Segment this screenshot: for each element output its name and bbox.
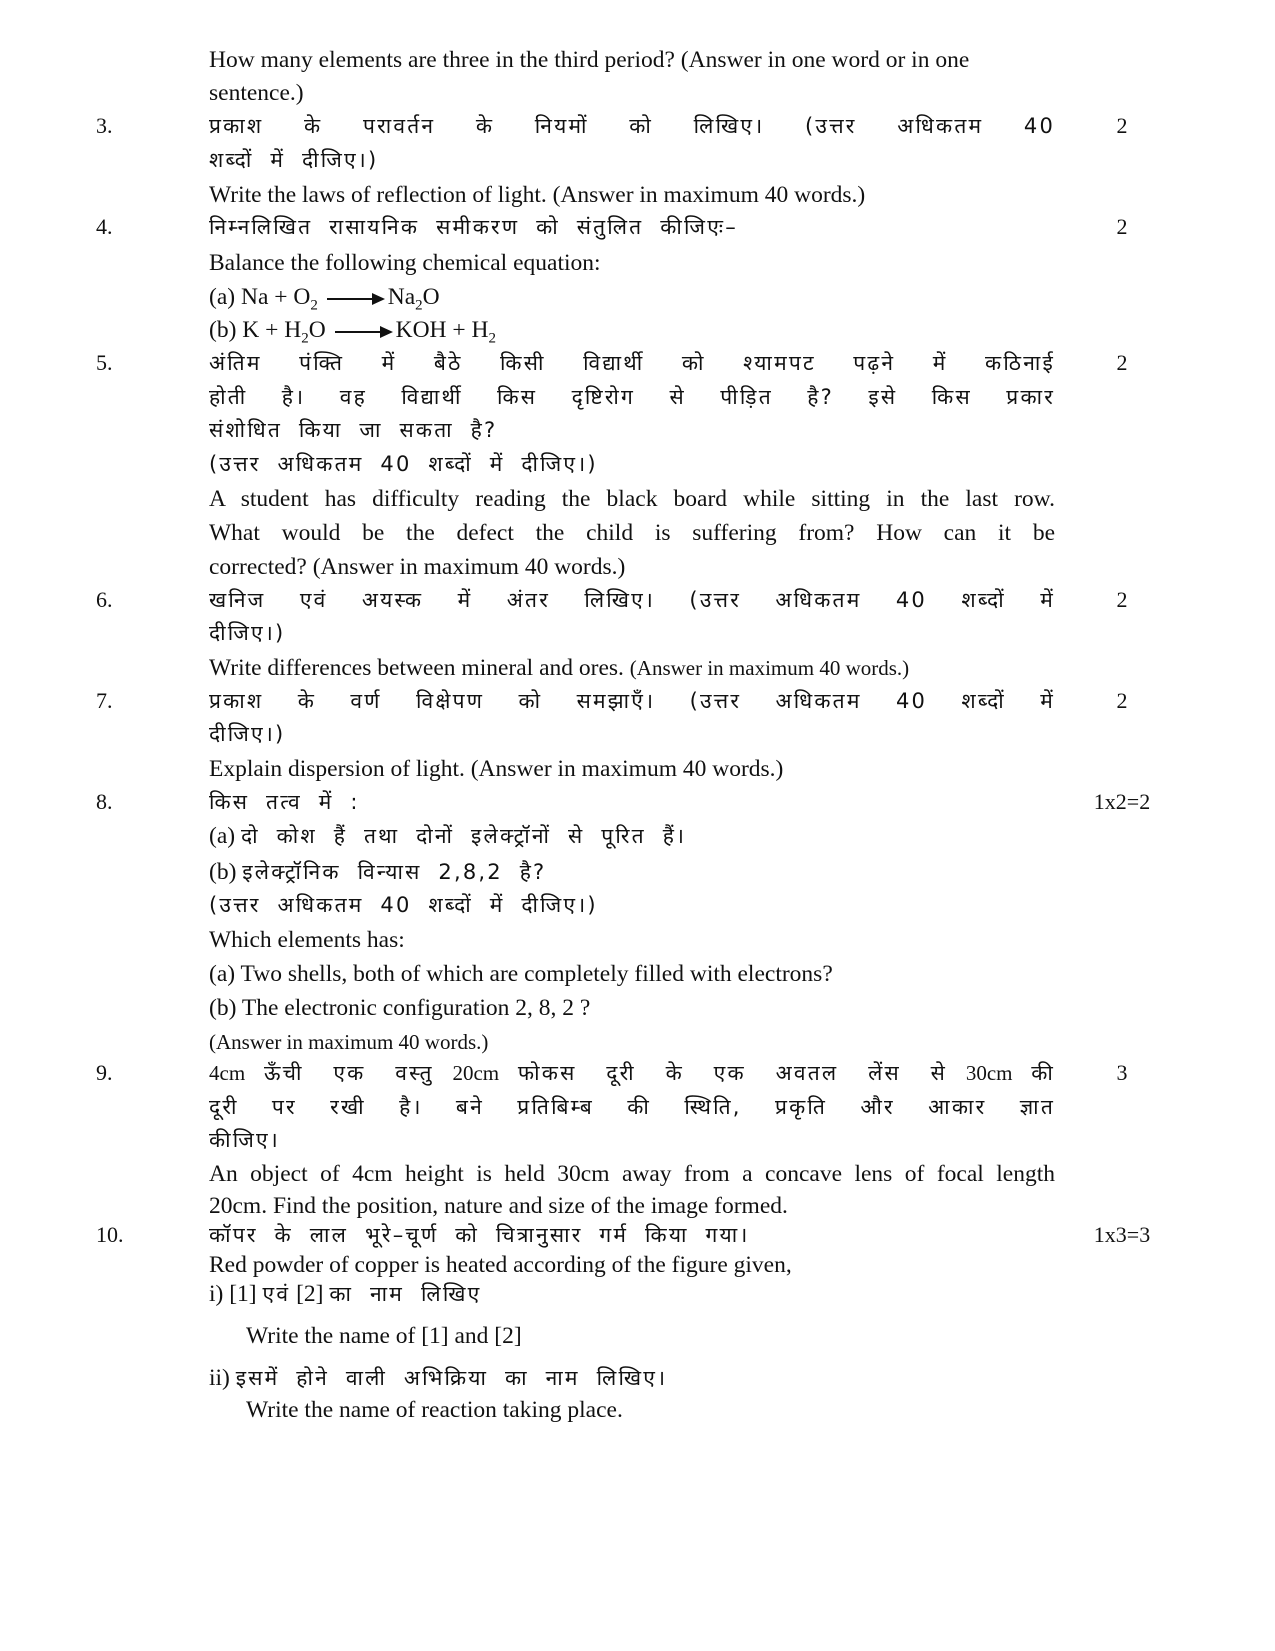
question-number: 9. (96, 1060, 113, 1085)
question-text-english: 20cm. Find the position, nature and size of the image formed. (209, 1193, 788, 1219)
question-text-english: An object of 4cm height is held 30cm away from a concave lens of focal length (209, 1161, 1055, 1187)
sub-question-ii-english: Write the name of reaction taking place. (246, 1397, 623, 1423)
question-text-english: (Answer in maximum 40 words.) (209, 1030, 489, 1054)
question-text-hindi: निम्नलिखित रासायनिक समीकरण को संतुलित कीजिएः– (209, 215, 738, 239)
question-marks: 2 (1116, 113, 1128, 138)
question-text-hindi: (उत्तर अधिकतम 40 शब्दों में दीजिए।) (209, 893, 598, 917)
question-text-hindi: प्रकाश के परावर्तन के नियमों को लिखिए। (उत्तर अधिकतम 40 (209, 114, 1055, 138)
question-text-hindi: संशोधित किया जा सकता है? (209, 418, 498, 442)
question-option-english: (b) The electronic configuration 2, 8, 2 ? (209, 995, 591, 1021)
question-text-hindi: शब्दों में दीजिए।) (209, 148, 379, 172)
question-marks: 2 (1116, 350, 1128, 375)
question-text-english: Red powder of copper is heated according of the figure given, (209, 1252, 792, 1278)
question-text-english: corrected? (Answer in maximum 40 words.) (209, 554, 626, 580)
question-number: 5. (96, 350, 113, 375)
question-text-english: Which elements has: (209, 927, 405, 953)
chemical-equation-a: (a) $Na + O_2$ $Na_2O$ (209, 284, 440, 314)
question-option-hindi: (b) इलेक्ट्रॉनिक विन्यास 2,8,2 है? (209, 859, 547, 885)
question-number: 8. (96, 789, 113, 814)
question-text-hindi: प्रकाश के वर्ण विक्षेपण को समझाएँ। (उत्तर अधिकतम 40 शब्दों में (209, 689, 1055, 713)
question-text-english: What would be the defect the child is suffering from? How can it be (209, 520, 1055, 546)
question-text-hindi: खनिज एवं अयस्क में अंतर लिखिए। (उत्तर अधिकतम 40 शब्दों में (209, 588, 1055, 612)
question-text-hindi: (उत्तर अधिकतम 40 शब्दों में दीजिए।) (209, 452, 598, 476)
question-text-english: Balance the following chemical equation: (209, 250, 601, 276)
question-number: 10. (96, 1222, 124, 1247)
question-marks: 2 (1116, 688, 1128, 713)
question-marks: 2 (1116, 587, 1128, 612)
question-marks: 2 (1116, 214, 1128, 239)
sub-question-i: i) [1] एवं [2] का नाम लिखिए (209, 1281, 482, 1307)
question-number: 6. (96, 587, 113, 612)
question-number: 7. (96, 688, 113, 713)
sub-question-i-english: Write the name of [1] and [2] (246, 1323, 522, 1349)
question-text-hindi: दूरी पर रखी है। बने प्रतिबिम्ब की स्थिति, प्रकृति और आकार ज्ञात (209, 1095, 1055, 1119)
sub-question-ii: ii) इसमें होने वाली अभिक्रिया का नाम लिखिए। (209, 1365, 668, 1391)
question-text-english: Write differences between mineral and ores. (Answer in maximum 40 words.) (209, 655, 910, 681)
chemical-equation-b: (b) $K + H_2O$ KOH + $H_2$ (209, 317, 496, 347)
question-marks: 1x3=3 (1093, 1222, 1151, 1247)
question-text-hindi: किस तत्व में : (209, 790, 360, 814)
intro-line: How many elements are three in the third period? (Answer in one word or in one (209, 47, 970, 73)
question-text-hindi: अंतिम पंक्ति में बैठे किसी विद्यार्थी को श्यामपट पढ़ने में कठिनाई (209, 351, 1055, 375)
question-text-hindi: 4cm ऊँची एक वस्तु 20cm फोकस दूरी के एक अवतल लेंस से 30cm की (209, 1061, 1056, 1085)
question-marks: 1x2=2 (1093, 789, 1151, 814)
question-text-hindi: कॉपर के लाल भूरे–चूर्ण को चित्रानुसार गर्म किया गया। (209, 1223, 750, 1247)
reaction-arrow-icon (327, 292, 385, 306)
reaction-arrow-icon (335, 325, 393, 339)
question-text-english: A student has difficulty reading the black board while sitting in the last row. (209, 486, 1055, 512)
question-text-hindi: होती है। वह विद्यार्थी किस दृष्टिरोग से पीड़ित है? इसे किस प्रकार (209, 385, 1055, 409)
question-marks: 3 (1116, 1060, 1128, 1085)
question-option-english: (a) Two shells, both of which are completely filled with electrons? (209, 961, 833, 987)
question-text-english: Explain dispersion of light. (Answer in maximum 40 words.) (209, 756, 784, 782)
question-text-hindi: दीजिए।) (209, 621, 286, 645)
question-text-hindi: दीजिए।) (209, 722, 286, 746)
question-number: 4. (96, 214, 113, 239)
question-number: 3. (96, 113, 113, 138)
question-text-hindi: कीजिए। (209, 1128, 280, 1152)
question-text-english: Write the laws of reflection of light. (Answer in maximum 40 words.) (209, 182, 866, 208)
question-option-hindi: (a) दो कोश हैं तथा दोनों इलेक्ट्रॉनों से पूरित हैं। (209, 823, 687, 849)
intro-line: sentence.) (209, 80, 304, 106)
